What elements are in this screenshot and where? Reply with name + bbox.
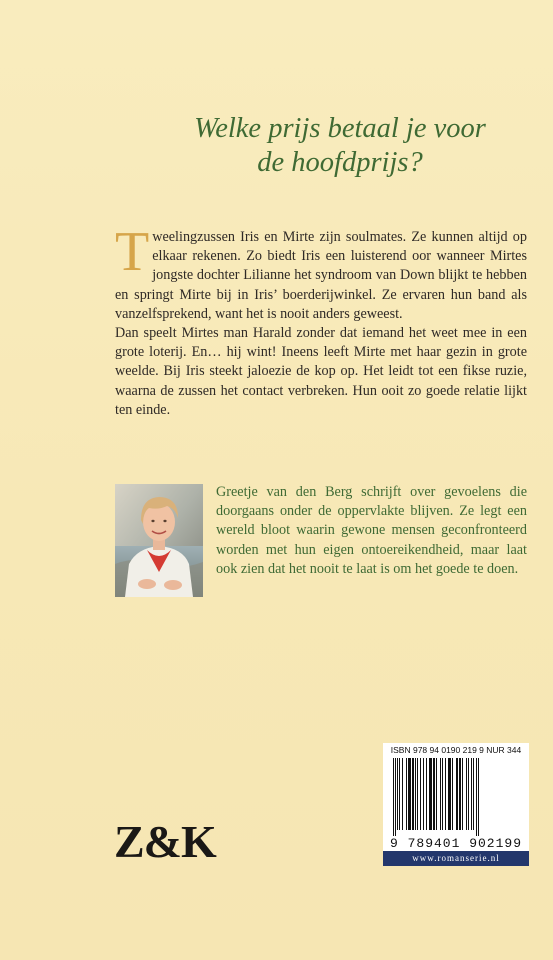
tagline-line-1: Welke prijs betaal je voor <box>194 113 486 144</box>
barcode-bar <box>442 758 443 830</box>
barcode-bar <box>440 758 441 830</box>
author-portrait-image <box>115 484 203 597</box>
barcode-digits: 9 789401 902199 <box>389 836 523 851</box>
series-url-bar: www.romanserie.nl <box>383 851 529 866</box>
barcode-bar <box>462 758 463 830</box>
barcode-bar <box>456 758 458 830</box>
barcode-bar <box>399 758 400 830</box>
barcode-bar <box>471 758 472 830</box>
barcode-bar <box>417 758 418 830</box>
barcode-bar <box>393 758 394 836</box>
barcode-bar <box>406 758 407 830</box>
barcode-bar <box>408 758 411 830</box>
barcode-bar <box>448 758 451 830</box>
publisher-logo: Z&K <box>114 816 216 867</box>
barcode-bar <box>423 758 424 830</box>
author-bio: Greetje van den Berg schrijft over gevoelens die doorgaans onder de oppervlakte blijven. Ze legt een wereld bloot waarin gewone mensen geconfronteerd worden met hun eigen ontoereikendheid, maar laat ook zien dat het nooit te laat is om het goede te doen. <box>216 484 527 577</box>
isbn-barcode <box>383 743 529 865</box>
barcode-bars <box>387 758 525 836</box>
author-photo <box>115 484 203 597</box>
barcode-bar <box>445 758 446 830</box>
barcode-bar <box>402 758 403 830</box>
blurb-paragraph-2: Dan speelt Mirtes man Harald zonder dat iemand het weet mee in een grote loterij. En… hij wint! Ineens leeft Mirte met haar gezin in grote weelde. Bij Iris steekt jaloezie de kop op. Het leidt tot een fikse ruzie, waarna de zussen het contact verbreken. Hun ooit zo goede relatie lijkt ten einde. <box>115 325 527 418</box>
barcode-bar <box>478 758 479 836</box>
barcode-bar <box>415 758 416 830</box>
barcode-bar <box>429 758 432 830</box>
barcode-bar <box>452 758 453 830</box>
isbn-nur-label: ISBN 978 94 0190 219 9 NUR 344 <box>390 745 522 755</box>
barcode-bar <box>459 758 461 830</box>
drop-cap: T <box>115 221 150 283</box>
barcode-bar <box>436 758 437 830</box>
tagline-line-2: de hoofdprijs? <box>257 147 423 178</box>
book-blurb <box>115 221 527 420</box>
blurb-paragraph-1-text: weelingzussen Iris en Mirte zijn soulmates. Ze kunnen altijd op elkaar rekenen. Zo biedt Iris een luisterend oor wanneer Mirtes jongste dochter Lilianne het syndroom van Down blijkt te hebben en springt Mirte bij in Iris’ boerderijwinkel. Ze ervaren hun band als vanzelfsprekend, want het is nooit anders geweest. <box>115 229 527 322</box>
barcode-bar <box>466 758 467 830</box>
barcode-bar <box>468 758 469 830</box>
blurb-paragraph-1 <box>115 221 527 324</box>
barcode-bar <box>433 758 435 830</box>
barcode-bar <box>395 758 396 836</box>
barcode-bar <box>412 758 414 830</box>
barcode-bar <box>420 758 421 830</box>
barcode-bar <box>426 758 427 830</box>
barcode-bar <box>473 758 474 830</box>
barcode-bar <box>476 758 477 836</box>
barcode-bar <box>397 758 398 830</box>
tagline <box>150 112 530 180</box>
